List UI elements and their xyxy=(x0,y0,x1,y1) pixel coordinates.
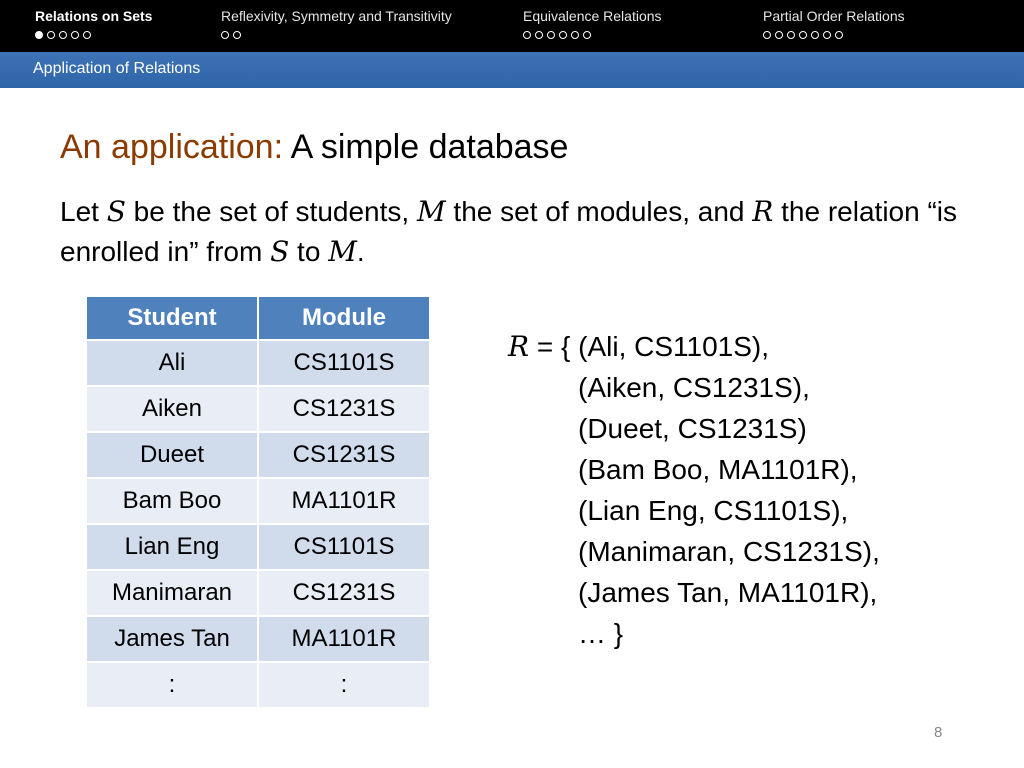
nav-section-label[interactable]: Reflexivity, Symmetry and Transitivity xyxy=(221,8,452,24)
nav-section-relations-on-sets[interactable] xyxy=(35,8,152,41)
subsection-title: Application of Relations xyxy=(33,60,201,77)
nav-progress-dots xyxy=(763,31,905,41)
student-cell: Aiken xyxy=(86,386,258,432)
table-row xyxy=(86,386,430,432)
intro-text: Let xyxy=(60,196,107,227)
math-symbol-r: R xyxy=(752,195,774,228)
relation-pair: (Aiken, CS1231S), xyxy=(578,372,810,403)
slide-dot-icon[interactable] xyxy=(775,31,783,39)
page-number: 8 xyxy=(934,724,943,741)
student-cell: : xyxy=(86,662,258,708)
module-cell: MA1101R xyxy=(258,616,430,662)
student-cell: Manimaran xyxy=(86,570,258,616)
relation-pair: (Dueet, CS1231S) xyxy=(578,413,807,444)
slide-dot-icon[interactable] xyxy=(835,31,843,39)
slide-title-rest: A simple database xyxy=(290,128,569,166)
student-cell: Ali xyxy=(86,340,258,386)
relation-pair: (Lian Eng, CS1101S), xyxy=(578,495,849,526)
nav-section-partial-order[interactable] xyxy=(763,8,905,41)
slide-dot-icon[interactable] xyxy=(83,31,91,39)
slide-dot-icon[interactable] xyxy=(523,31,531,39)
slide-title-accent: An application: xyxy=(60,128,284,166)
module-cell: CS1101S xyxy=(258,524,430,570)
math-symbol-m: M xyxy=(328,235,357,268)
intro-text: be the set of students, xyxy=(125,196,417,227)
module-cell: CS1231S xyxy=(258,386,430,432)
module-cell: CS1231S xyxy=(258,432,430,478)
slide-dot-icon[interactable] xyxy=(823,31,831,39)
nav-section-equivalence[interactable] xyxy=(523,8,662,41)
table-row xyxy=(86,662,430,708)
intro-text: to xyxy=(289,236,329,267)
module-cell: CS1231S xyxy=(258,570,430,616)
table-row xyxy=(86,524,430,570)
relation-set-listing xyxy=(508,326,880,654)
student-cell: Dueet xyxy=(86,432,258,478)
math-symbol-r: R xyxy=(508,330,530,363)
intro-paragraph xyxy=(60,192,960,272)
slide-dot-icon[interactable] xyxy=(547,31,555,39)
nav-progress-dots xyxy=(523,31,662,41)
enrollment-table xyxy=(85,295,431,709)
slide-dot-icon[interactable] xyxy=(583,31,591,39)
subsection-bar xyxy=(0,52,1024,88)
slide-dot-icon[interactable] xyxy=(787,31,795,39)
nav-section-label[interactable]: Relations on Sets xyxy=(35,8,153,24)
relation-pair: (Bam Boo, MA1101R), xyxy=(578,454,858,485)
relation-pair: = { (Ali, CS1101S), xyxy=(529,331,770,362)
relation-ellipsis: … } xyxy=(578,618,624,649)
nav-progress-dots xyxy=(221,31,452,41)
intro-text: the relation “is enrolled in” from xyxy=(60,196,958,267)
slide-dot-icon[interactable] xyxy=(799,31,807,39)
current-slide-dot-icon[interactable] xyxy=(35,31,43,39)
relation-pair: (James Tan, MA1101R), xyxy=(578,577,878,608)
slide-dot-icon[interactable] xyxy=(47,31,55,39)
relation-line xyxy=(508,326,880,367)
nav-progress-dots xyxy=(35,31,152,41)
student-cell: Bam Boo xyxy=(86,478,258,524)
nav-section-label[interactable]: Equivalence Relations xyxy=(523,8,662,24)
nav-section-reflexivity[interactable] xyxy=(221,8,452,41)
slide-dot-icon[interactable] xyxy=(559,31,567,39)
slide-dot-icon[interactable] xyxy=(763,31,771,39)
module-cell: : xyxy=(258,662,430,708)
student-cell: James Tan xyxy=(86,616,258,662)
slide-title xyxy=(60,128,568,167)
slide-dot-icon[interactable] xyxy=(571,31,579,39)
column-header-student: Student xyxy=(86,296,258,340)
math-symbol-m: M xyxy=(416,195,446,228)
student-cell: Lian Eng xyxy=(86,524,258,570)
slide-dot-icon[interactable] xyxy=(535,31,543,39)
intro-text: the set of modules, and xyxy=(445,196,753,227)
table-header-row xyxy=(86,296,430,340)
math-symbol-s: S xyxy=(270,235,290,268)
slide-dot-icon[interactable] xyxy=(71,31,79,39)
section-navigation-bar xyxy=(0,0,1024,52)
table-row xyxy=(86,340,430,386)
slide-dot-icon[interactable] xyxy=(221,31,229,39)
intro-text: . xyxy=(356,236,365,267)
relation-pair: (Manimaran, CS1231S), xyxy=(578,536,880,567)
slide-dot-icon[interactable] xyxy=(59,31,67,39)
slide-dot-icon[interactable] xyxy=(811,31,819,39)
table-row xyxy=(86,432,430,478)
table-row xyxy=(86,478,430,524)
nav-section-label[interactable]: Partial Order Relations xyxy=(763,8,905,24)
column-header-module: Module xyxy=(258,296,430,340)
math-symbol-s: S xyxy=(106,195,126,228)
module-cell: CS1101S xyxy=(258,340,430,386)
module-cell: MA1101R xyxy=(258,478,430,524)
table-row xyxy=(86,570,430,616)
slide-dot-icon[interactable] xyxy=(233,31,241,39)
table-row xyxy=(86,616,430,662)
